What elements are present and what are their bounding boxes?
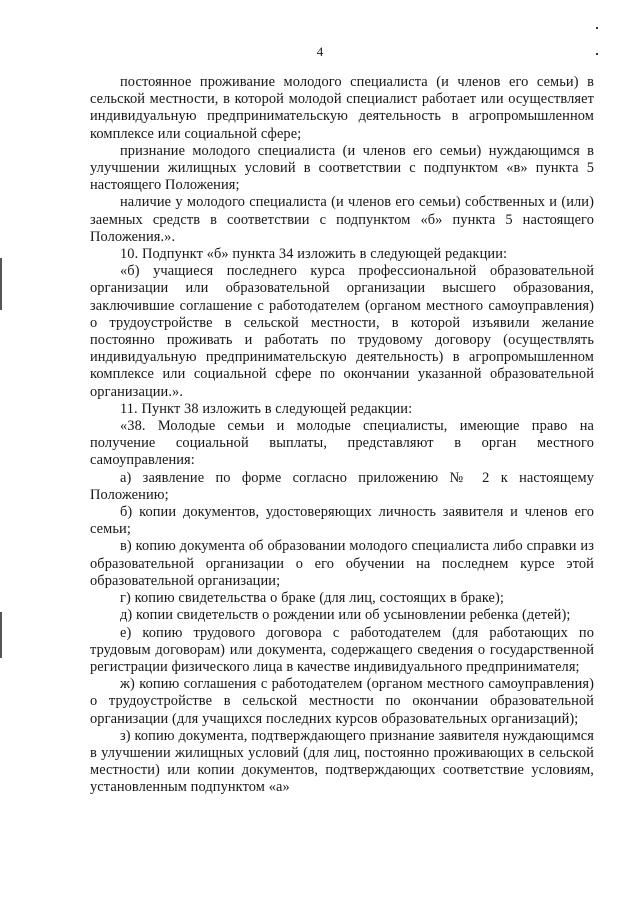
scan-speck xyxy=(596,27,598,29)
scan-edge-mark xyxy=(0,612,2,658)
paragraph: 11. Пункт 38 изложить в следующей редакции: xyxy=(120,400,413,417)
paragraph: а) заявление по форме согласно приложению № 2 к настоящему Положению; xyxy=(90,469,594,503)
paragraph: наличие у молодого специалиста (и членов его семьи) собственных и (или) заемных средств в соответствии с подпунктом «б» пункта 5 настоящего Положения.». xyxy=(90,194,594,245)
paragraph: ж) копию соглашения с работодателем (органом местного самоуправления) о трудоустройстве в сельской местности по окончании образовательной организации (для учащихся последних курсов образовательных организаций); xyxy=(90,676,594,727)
paragraph: б) копии документов, удостоверяющих личность заявителя и членов его семьи; xyxy=(90,504,594,538)
paragraph: постоянное проживание молодого специалиста (и членов его семьи) в сельской местности, в которой молодой специалист работает или осуществляет индивидуальную предпринимательскую деятельность в агропромышленном комплексе или социальной сфере; xyxy=(90,74,594,142)
paragraph: е) копию трудового договора с работодателем (для работающих по трудовым договорам) или документа, содержащего сведения о государственной регистрации физического лица в качестве индивидуального предпринимателя; xyxy=(90,624,594,675)
paragraph: в) копию документа об образовании молодого специалиста либо справки из образовательной организации о его обучении на последнем курсе этой образовательной организации; xyxy=(90,538,594,589)
paragraph: г) копию свидетельства о браке (для лиц, состоящих в браке); xyxy=(120,590,505,607)
paragraph: д) копии свидетельств о рождении или об усыновлении ребенка (детей); xyxy=(120,607,571,624)
page-number: 4 xyxy=(316,44,324,59)
paragraph: 10. Подпункт «б» пункта 34 изложить в следующей редакции: xyxy=(120,246,508,263)
paragraph: признание молодого специалиста (и членов его семьи) нуждающимся в улучшении жилищных условий в соответствии с подпунктом «в» пункта 5 настоящего Положения; xyxy=(90,142,594,194)
paragraph: «б) учащиеся последнего курса профессиональной образовательной организации или образовательной организации высшего образования, заключившие соглашение с работодателем (органом местного самоуправления) о трудоустройстве в сельской местности, в которой изъявили желание постоянно проживать и работать по трудовому договору (осуществлять индивидуальную предпринимательскую деятельность) в агропромышленном комплексе или социальной сфере по окончании указанной образовательной организации.». xyxy=(90,263,594,400)
document-body xyxy=(90,74,594,797)
paragraph: з) копию документа, подтверждающего признание заявителя нуждающимся в улучшении жилищных условий (для лиц, постоянно проживающих в сельской местности) или копии документов, подтверждающих соответствие условиям, установленным подпунктом «а» xyxy=(90,727,594,796)
paragraph: «38. Молодые семьи и молодые специалисты, имеющие право на получение социальной выплаты, представляют в орган местного самоуправления: xyxy=(90,418,594,469)
scan-edge-mark xyxy=(0,258,2,310)
